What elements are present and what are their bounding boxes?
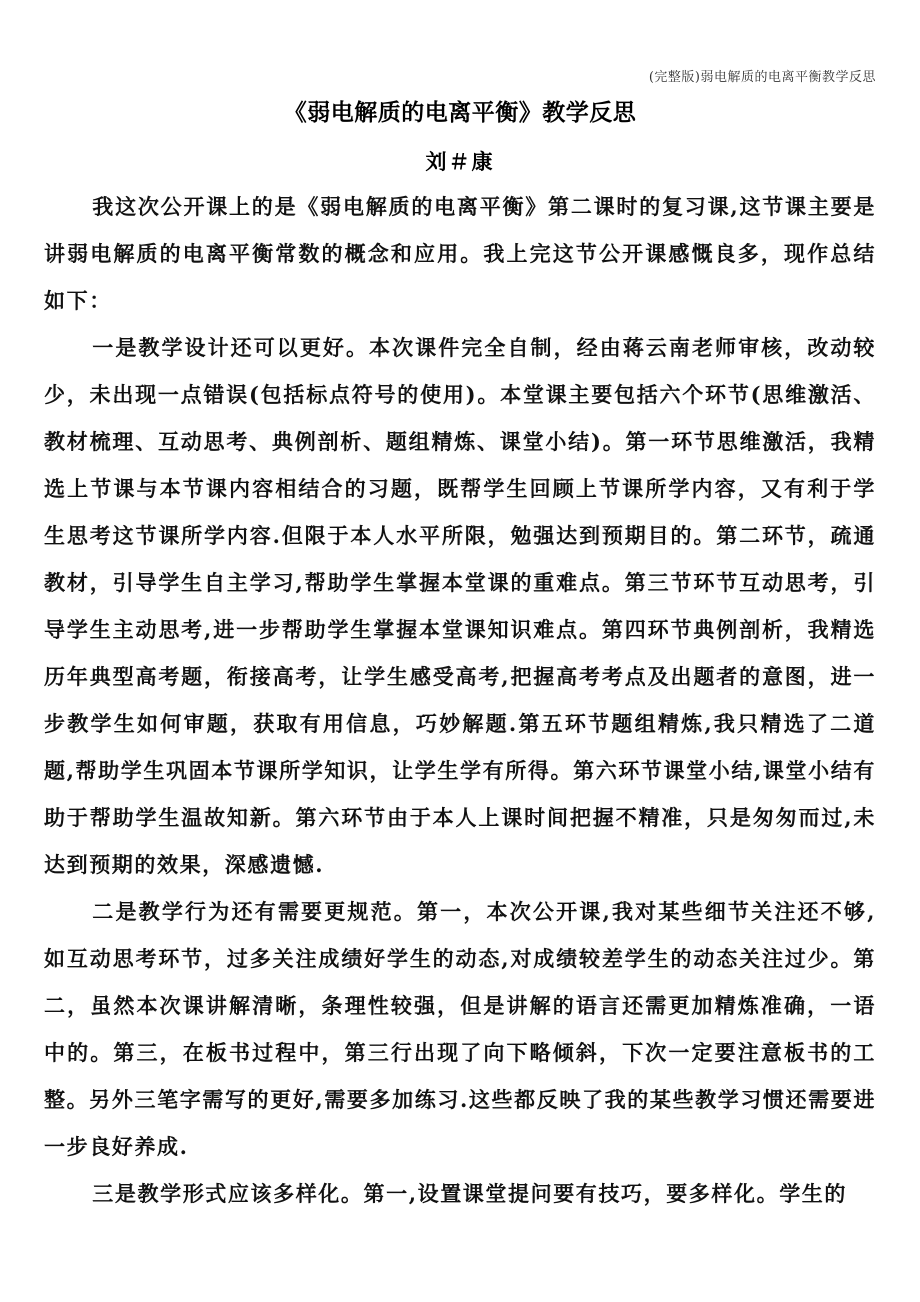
paragraph-intro: 我这次公开课上的是《弱电解质的电离平衡》第二课时的复习课,这节课主要是讲弱电解质的电离平衡常数的概念和应用。我上完这节公开课感慨良多，现作总结如下： — [44, 194, 876, 313]
running-header: (完整版)弱电解质的电离平衡教学反思 — [648, 70, 876, 85]
paragraph-teaching-form: 三是教学形式应该多样化。第一,设置课堂提问要有技巧，要多样化。学生的 — [92, 1181, 848, 1206]
document-body — [44, 183, 876, 1217]
author-name: 刘＃康 — [425, 149, 495, 174]
document-title: 《弱电解质的电离平衡》教学反思 — [283, 99, 637, 126]
paragraph-teaching-behavior: 二是教学行为还有需要更规范。第一，本次公开课,我对某些细节关注还不够,如互动思考环节，过多关注成绩好学生的动态,对成绩较差学生的动态关注过少。第二，虽然本次课讲解清晰，条理性较强，但是讲解的语言还需更加精炼准确，一语中的。第三，在板书过程中，第三行出现了向下略倾斜，下次一定要注意板书的工整。另外三笔字需写的更好,需要多加练习.这些都反映了我的某些教学习惯还需要进一步良好养成. — [44, 899, 876, 1159]
paragraph-teaching-design: 一是教学设计还可以更好。本次课件完全自制，经由蒋云南老师审核，改动较少，未出现一点错误(包括标点符号的使用)。本堂课主要包括六个环节(思维激活、教材梳理、互动思考、典例剖析、题组精炼、课堂小结)。第一环节思维激活，我精选上节课与本节课内容相结合的习题，既帮学生回顾上节课所学内容，又有利于学生思考这节课所学内容.但限于本人水平所限，勉强达到预期目的。第二环节，疏通教材，引导学生自主学习,帮助学生掌握本堂课的重难点。第三节环节互动思考，引导学生主动思考,进一步帮助学生掌握本堂课知识难点。第四环节典例剖析，我精选历年典型高考题，衔接高考，让学生感受高考,把握高考考点及出题者的意图，进一步教学生如何审题，获取有用信息，巧妙解题.第五环节题组精炼,我只精选了二道题,帮助学生巩固本节课所学知识，让学生学有所得。第六环节课堂小结,课堂小结有助于帮助学生温故知新。第六环节由于本人上课时间把握不精准，只是匆匆而过,未达到预期的效果，深感遗憾. — [44, 335, 876, 877]
